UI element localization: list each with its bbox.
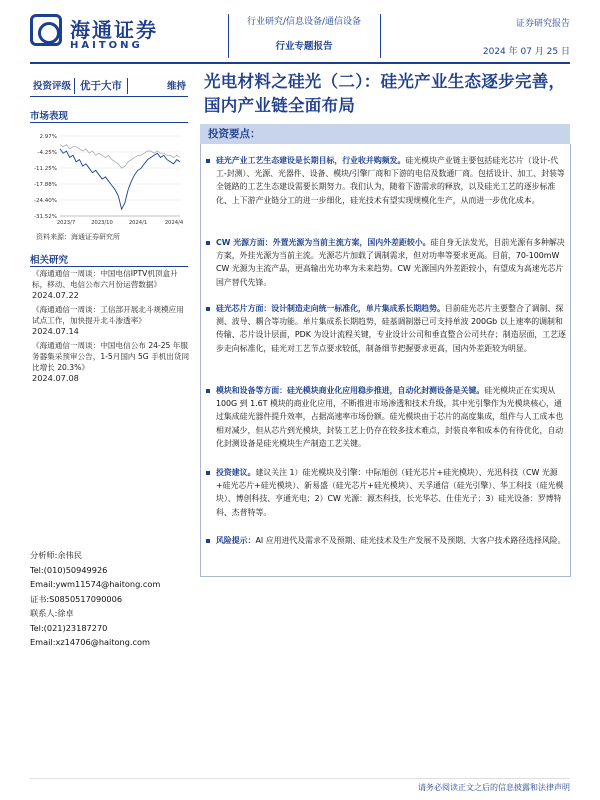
list-item[interactable] [32, 340, 190, 384]
rating-value: 优于大市 [75, 78, 128, 94]
footer-disclaimer: 请务必阅读正文之后的信息披露和法律声明 [418, 783, 570, 792]
report-date: 2024 年 07 月 25 日 [482, 47, 570, 57]
y-tick-label: -24.40% [34, 198, 57, 204]
chart-y-axis [34, 134, 57, 220]
point-body: 建议关注 1）硅光模块及引擎：中际旭创（硅光芯片+硅光模块）、光迅科技（CW 光源+硅光芯片+硅光模块）、新易盛（硅光芯片+硅光模块）、天孚通信（硅光引擎）、华工科技（硅光模块）、博创科技、亨通光电；2）CW 光源：源杰科技，长光华芯、仕佳光子；3）硅光设备：罗博特科、杰普特等。 [216, 468, 564, 517]
point-heading: 风险提示： [216, 536, 256, 545]
related-item-title[interactable]: 《海通通信一周谈：工信部开展北斗规模应用试点工作，加快提升北斗渗透率》 [32, 305, 184, 325]
rating-status: 维持 [166, 81, 186, 92]
point-heading: 硅光芯片方面：设计制造走向统一标准化，单片集成系长期趋势。 [216, 304, 445, 313]
analyst-email[interactable]: Email:ywm11574@haitong.com [30, 579, 161, 589]
point-body: 硅光模块产业链主要包括硅光芯片（设计-代工-封测）、光源、光器件、设备、模块/引擎厂商和下游的电信及数通厂商。包括设计、加工、封装等全链路的工艺生态建设需要长期努力。我们认为，随着下游需求的释放，以及硅光工艺的逐步标准化、上下游产业链分工的进一步细化，硅光技术有望实现规模化生产，从而进一步优化成本。 [216, 156, 565, 205]
point-body: 目前硅光芯片主要整合了调制、探测、波导、耦合等功能。单片集成系长期趋势，硅基调制器已可支持单波 200Gb 以上速率的调制和传输、芯片设计层面，PDK 为设计流程关键，专业设计公司和垂直整合公司共存；制造层面，工艺逐步走向标准化，硅光对工艺节点要求较低，制备细节把握要求更高，国内外差距较为明显。 [216, 304, 566, 353]
point-body: 硅光模块正在实现从 100G 到 1.6T 模块的商业化应用，不断推进市场渗透和技术升级，其中光引擎作为光模块核心，通过集成硅光器件提升效率，占据高速率市场份额。硅光模块由于芯片的高度集成，组件与人工成本也相对减少，但从芯片到光模块，封装工艺上仍存在较多技术难点，封装良率和成本仍有待优化，自动化封测设备是硅光模块生产制造工艺关键。 [216, 386, 564, 448]
contact-email[interactable]: Email:xz14706@haitong.com [30, 637, 151, 647]
investment-rating [30, 78, 188, 94]
rating-label: 投资评级 [30, 78, 75, 94]
contact-tel: Tel:(021)23187270 [30, 622, 108, 633]
analyst-name: 分析师:余伟民 [30, 550, 82, 560]
y-tick-label: -17.88% [34, 182, 57, 188]
x-tick-label: 2024/4 [164, 220, 184, 226]
point-body: 硅自身无法发光，目前光源有多种解决方案，外挂光源为当前主流。光源芯片加载了调制需求，但对功率等要求更高。目前，70-100mW CW 光源为主流产品，更高输出光功率为未来趋势。CW 光源国内外差距较小，有望成为高速光芯片国产替代先锋。 [216, 238, 565, 287]
analyst-tel: Tel:(010)50949926 [30, 564, 108, 575]
list-item[interactable] [32, 268, 190, 301]
analyst-contacts [30, 548, 190, 650]
related-item-date: 2024.07.22 [32, 290, 79, 300]
point-body: AI 应用进代及需求不及预期、硅光技术及生产发展不及预期、大客户技术路径选择风险。 [255, 536, 566, 545]
header-divider [380, 14, 381, 58]
y-tick-label: 2.97% [39, 134, 57, 140]
logo-text-cn: 海通证券 [70, 18, 158, 42]
y-tick-label: -4.25% [37, 150, 57, 156]
related-item-title[interactable]: 《海通通信一周谈：中国电信公布 24-25 年服务器集采预审公告，1-5月国内 5G 手机出货同比增长 20.3%》 [32, 341, 190, 372]
point-heading: 投资建议。 [216, 468, 256, 477]
chart-source: 资料来源：海通证券研究所 [36, 233, 120, 241]
logo-seal-icon [30, 14, 62, 46]
related-title: 相关研究 [30, 255, 69, 266]
investment-point [206, 384, 568, 450]
logo-text-en: HAITONG [70, 40, 143, 51]
report-type: 行业专题报告 [275, 41, 333, 52]
related-rule [30, 266, 188, 267]
investment-point [206, 302, 568, 355]
related-item-title[interactable]: 《海通通信一周谈：中国电信IPTV机顶盒升标，移动、电信公布六月份运营数据》 [32, 269, 178, 289]
chart-plot-area [60, 136, 180, 216]
investment-point [206, 154, 568, 207]
x-tick-label: 2023/7 [56, 220, 76, 226]
rating-rule [30, 96, 188, 97]
report-title: 光电材料之硅光（二）：硅光产业生态逐步完善，国内产业链全面布局 [204, 72, 566, 115]
x-tick-label: 2024/1 [128, 220, 148, 226]
related-item-date: 2024.07.14 [32, 326, 79, 336]
y-tick-label: -11.25% [34, 166, 57, 172]
y-tick-label: -31.52% [34, 214, 57, 220]
list-item[interactable] [32, 304, 190, 337]
market-performance-chart [30, 128, 188, 228]
report-categories: 行业研究/信息设备/通信设备 [246, 17, 362, 27]
market-title: 市场表现 [30, 111, 69, 122]
investment-point [206, 466, 568, 519]
footer-rule [30, 778, 570, 779]
header-middle [234, 16, 374, 52]
point-heading: 模块和设备等方面：硅光模块商业化应用稳步推进，自动化封测设备是关键。 [216, 386, 485, 395]
related-item-date: 2024.07.08 [32, 373, 79, 383]
investment-points-header [200, 124, 570, 144]
related-research-list [32, 268, 190, 387]
investment-point [206, 236, 568, 289]
header-divider [228, 14, 229, 58]
investment-points-title: 投资要点： [208, 128, 261, 140]
contact-name: 联系人:徐卓 [30, 608, 74, 618]
x-tick-label: 2023/10 [91, 220, 113, 226]
header-rule [30, 62, 570, 64]
report-kind: 证券研究报告 [515, 19, 570, 29]
company-logo [30, 14, 220, 56]
market-rule [30, 122, 188, 123]
chart-x-axis [57, 216, 184, 226]
analyst-cert: 证书:S0850517090006 [30, 593, 123, 604]
point-heading: CW 光源方面：外置光源为当前主流方案，国内外差距较小。 [216, 238, 431, 247]
point-heading: 硅光产业工艺生态建设是长期目标，行业收并购频发。 [216, 156, 406, 165]
investment-point [206, 534, 568, 547]
